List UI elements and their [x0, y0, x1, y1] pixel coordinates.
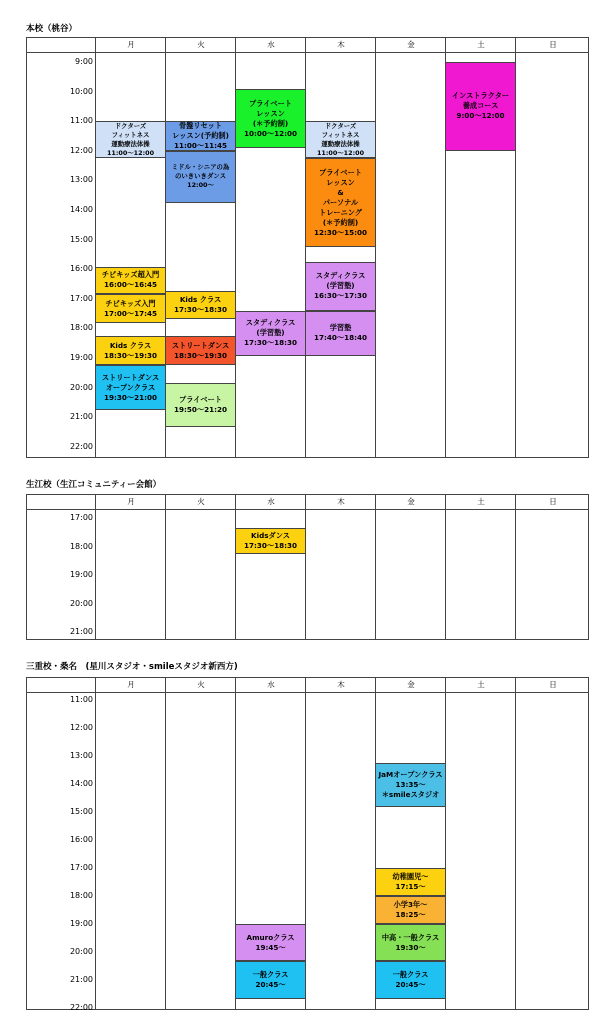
class-block[interactable] [375, 868, 446, 896]
time-label: 14:00 [69, 779, 93, 788]
class-text: チビキッズ超入門 [101, 270, 160, 280]
class-block[interactable] [305, 121, 376, 158]
class-text: 17:40〜18:40 [314, 333, 367, 343]
class-text: 10:00〜12:00 [244, 128, 297, 138]
column-divider [165, 678, 166, 1009]
weekday-label: 月 [127, 40, 135, 49]
class-text: 骨盤リセット [178, 120, 223, 130]
class-text: 18:25〜 [395, 910, 426, 919]
column-divider [95, 495, 96, 639]
class-text: 11:00〜11:45 [174, 140, 227, 150]
weekday-label: 土 [477, 680, 485, 689]
class-block[interactable] [235, 924, 306, 961]
class-text: 12:30〜15:00 [314, 227, 367, 237]
class-text: Kids クラス [109, 340, 152, 350]
time-label: 21:00 [69, 627, 93, 636]
time-label: 20:00 [69, 947, 93, 956]
weekday-label: 火 [197, 497, 205, 506]
class-block[interactable] [165, 151, 236, 203]
weekday-header [27, 495, 588, 510]
class-text: 幼稚園児〜 [392, 872, 429, 881]
time-label: 13:00 [69, 751, 93, 760]
class-text: (学習塾) [326, 281, 355, 291]
time-label: 13:00 [69, 175, 93, 185]
time-label: 19:00 [69, 919, 93, 928]
timetable [26, 494, 589, 640]
class-text: トレーニング [319, 207, 362, 217]
class-block[interactable] [235, 311, 306, 355]
weekday-label: 木 [337, 40, 345, 49]
class-text: Kidsダンス [251, 530, 290, 540]
weekday-label: 土 [477, 40, 485, 49]
time-label: 19:00 [69, 353, 93, 362]
class-text: ドクターズ [114, 121, 147, 130]
column-divider [165, 495, 166, 639]
class-text: 18:30〜19:30 [104, 350, 157, 360]
weekday-label: 金 [407, 680, 415, 689]
time-label: 11:00 [69, 695, 93, 704]
time-label: 18:00 [69, 891, 93, 900]
class-text: ストリートダンス [171, 340, 230, 350]
class-text: 16:30〜17:30 [314, 291, 367, 301]
time-label: 20:00 [69, 598, 93, 608]
class-text: 12:00〜 [187, 181, 214, 190]
weekday-label: 日 [549, 497, 557, 506]
time-label: 14:00 [69, 205, 93, 214]
class-text: (＊予約制) [252, 118, 289, 128]
weekday-label: 土 [477, 497, 485, 506]
time-label: 18:00 [69, 323, 93, 333]
time-label: 19:00 [69, 570, 93, 579]
weekday-label: 月 [127, 497, 135, 506]
class-text: レッスン [326, 177, 355, 187]
time-label: 21:00 [69, 975, 93, 984]
time-label: 21:00 [69, 412, 93, 422]
time-label: 22:00 [69, 1003, 93, 1012]
class-text: 17:30〜18:30 [244, 540, 297, 550]
class-text: 9:00〜12:00 [456, 111, 505, 121]
class-text: フィットネス [111, 130, 150, 139]
class-text: 20:45〜 [395, 979, 426, 989]
weekday-label: 木 [337, 680, 345, 689]
class-text: チビキッズ入門 [105, 298, 156, 308]
column-divider [515, 495, 516, 639]
class-text: プライベート [249, 98, 292, 108]
timetable [26, 677, 589, 1010]
class-block[interactable] [95, 267, 166, 294]
class-text: インストラクター [451, 91, 510, 101]
class-text: オープンクラス [105, 382, 156, 392]
time-label: 16:00 [69, 835, 93, 844]
column-divider [515, 678, 516, 1009]
class-block[interactable] [95, 121, 166, 158]
weekday-label: 火 [197, 40, 205, 49]
class-block[interactable] [375, 924, 446, 961]
class-block[interactable] [95, 336, 166, 366]
class-block[interactable] [445, 62, 516, 151]
class-text: 11:00〜12:00 [106, 148, 155, 157]
weekday-label: 火 [197, 680, 205, 689]
section-title: 本校（桃谷） [26, 24, 78, 34]
class-text: 20:45〜 [255, 979, 286, 989]
class-block[interactable] [95, 294, 166, 324]
time-label: 15:00 [69, 234, 93, 244]
time-label: 12:00 [69, 723, 93, 732]
class-text: 運動療法体操 [111, 139, 150, 148]
time-label: 20:00 [69, 382, 93, 392]
section-title: 生江校（生江コミュニティー会館） [26, 480, 162, 490]
weekday-label: 木 [337, 497, 345, 506]
time-label: 10:00 [69, 86, 93, 96]
class-text: 一般クラス [252, 969, 289, 979]
class-block[interactable] [165, 383, 236, 427]
weekday-header [27, 38, 588, 53]
class-block[interactable] [235, 89, 306, 148]
class-block[interactable] [165, 336, 236, 366]
class-text: (学習塾) [256, 328, 285, 338]
column-divider [445, 495, 446, 639]
class-block[interactable] [95, 365, 166, 409]
class-text: 一般クラス [392, 969, 429, 979]
time-label: 17:00 [69, 513, 93, 522]
class-block[interactable] [235, 528, 306, 554]
class-block[interactable] [165, 121, 236, 151]
class-text: のいきいきダンス [175, 172, 226, 181]
class-text: 19:30〜 [395, 942, 426, 952]
weekday-header [27, 678, 588, 693]
class-block[interactable] [305, 311, 376, 355]
class-text: 13:35〜 [395, 780, 426, 790]
time-label: 15:00 [69, 807, 93, 816]
section-title: 三重校・桑名 (星川スタジオ・smileスタジオ新西方) [26, 662, 238, 672]
weekday-label: 金 [407, 40, 415, 49]
class-text: ミドル・シニアの為 [171, 163, 230, 172]
class-text: ＊smileスタジオ [381, 790, 440, 800]
class-text: 19:45〜 [255, 942, 286, 952]
class-text: 16:00〜16:45 [104, 280, 157, 290]
class-text: 学習塾 [329, 323, 352, 333]
class-block[interactable] [165, 291, 236, 318]
class-text: (＊予約制) [322, 217, 359, 227]
time-label: 11:00 [69, 116, 93, 126]
class-text: 17:15〜 [395, 882, 426, 891]
class-text: 19:30〜21:00 [104, 392, 157, 402]
weekday-label: 水 [267, 680, 275, 689]
weekday-label: 日 [549, 680, 557, 689]
timetable [26, 37, 589, 458]
class-block[interactable] [235, 961, 306, 998]
class-block[interactable] [375, 896, 446, 924]
class-block[interactable] [375, 961, 446, 998]
class-text: Kids クラス [179, 294, 222, 304]
class-text: フィットネス [321, 130, 360, 139]
column-divider [95, 678, 96, 1009]
time-label: 18:00 [69, 541, 93, 551]
class-text: 18:30〜19:30 [174, 350, 227, 360]
class-text: 11:00〜12:00 [316, 148, 365, 157]
class-text: 17:30〜18:30 [174, 304, 227, 314]
class-text: 運動療法体操 [321, 139, 360, 148]
column-divider [375, 495, 376, 639]
weekday-label: 水 [267, 40, 275, 49]
time-label: 9:00 [75, 57, 93, 66]
class-block[interactable] [305, 262, 376, 311]
class-text: プライベート [179, 394, 222, 404]
class-text: 小学3年〜 [393, 900, 428, 909]
class-text: 17:30〜18:30 [244, 338, 297, 348]
weekday-label: 水 [267, 497, 275, 506]
class-text: 19:50〜21:20 [174, 404, 227, 414]
column-divider [235, 495, 236, 639]
column-divider [305, 495, 306, 639]
class-text: ストリートダンス [101, 372, 160, 382]
class-text: Amuroクラス [246, 932, 295, 942]
class-text: パーソナル [322, 197, 359, 207]
weekday-label: 月 [127, 680, 135, 689]
class-text: レッスン(予約制) [172, 130, 229, 140]
class-block[interactable] [305, 158, 376, 247]
time-label: 17:00 [69, 293, 93, 303]
class-text: 養成コース [462, 101, 499, 111]
class-text: JaMオープンクラス [378, 770, 443, 780]
time-label: 17:00 [69, 863, 93, 872]
time-label: 16:00 [69, 264, 93, 274]
class-text: スタディクラス [315, 271, 366, 281]
class-text: スタディクラス [245, 318, 296, 328]
class-text: レッスン [256, 108, 285, 118]
weekday-label: 日 [549, 40, 557, 49]
class-text: ドクターズ [324, 121, 357, 130]
class-text: プライベート [319, 167, 362, 177]
class-text: 中高・一般クラス [381, 932, 440, 942]
class-text: & [337, 187, 344, 197]
column-divider [375, 38, 376, 457]
class-block[interactable] [375, 763, 446, 807]
time-label: 12:00 [69, 145, 93, 155]
class-text: 17:00〜17:45 [104, 308, 157, 318]
weekday-label: 金 [407, 497, 415, 506]
time-label: 22:00 [69, 441, 93, 451]
